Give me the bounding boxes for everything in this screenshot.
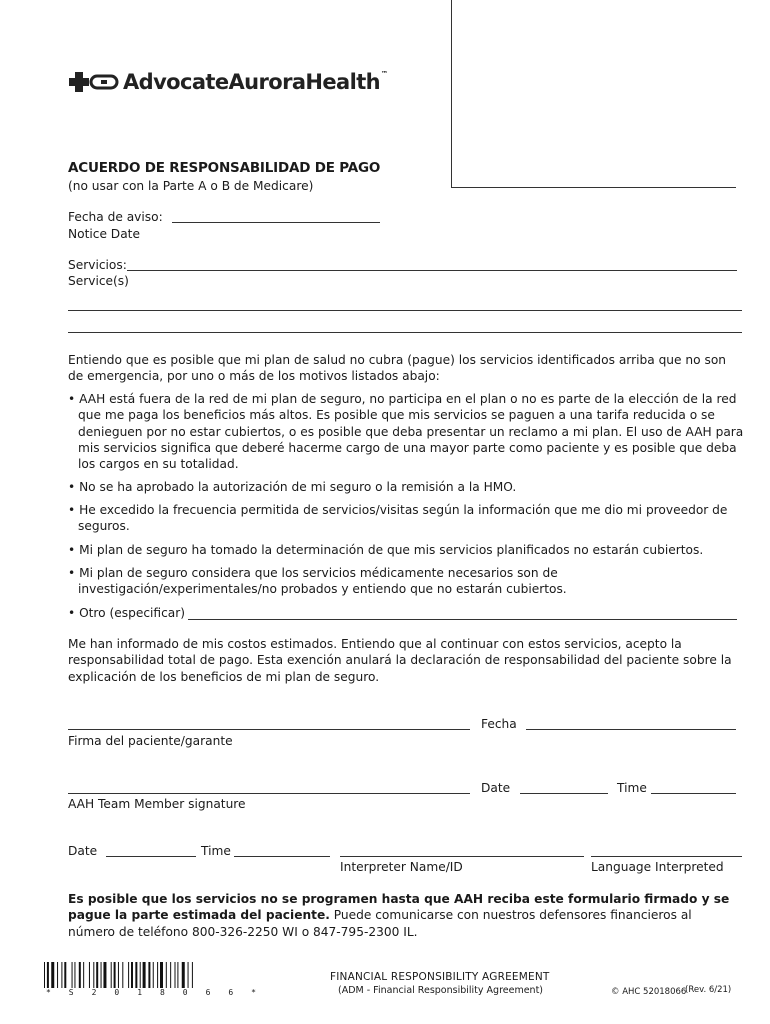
- barcode-digit: 6: [205, 988, 211, 997]
- date2-field[interactable]: [106, 856, 196, 857]
- scheduling-notice: [68, 891, 738, 940]
- barcode-digit: *: [251, 988, 256, 997]
- patient-signature-label: Firma del paciente/garante: [68, 734, 233, 748]
- services-field-line-3[interactable]: [68, 332, 742, 333]
- reason-bullet: • Mi plan de seguro considera que los servicios médicamente necesarios son de investigación/experimentales/no probados y entiendo que no estarán cubiertos.: [68, 566, 567, 597]
- footer-form-subtitle: (ADM - Financial Responsibility Agreement): [338, 985, 544, 996]
- reason-bullet: • No se ha aprobado la autorización de mi seguro o la remisión a la HMO.: [68, 480, 517, 494]
- language-label: Language Interpreted: [591, 860, 724, 874]
- team-signature-label: AAH Team Member signature: [68, 797, 246, 811]
- brand-logo: [68, 70, 387, 94]
- reason-bullet: • AAH está fuera de la red de mi plan de seguro, no participa en el plan o no es parte de la elección de la red que me paga los beneficios más altos. Es posible que mis servicios se paguen a una tarifa reducida o se denieguen por no estar cubiertos, o es posible que deba presentar un reclamo a mi plan. El uso de AAH para mis servicios significa que deberé hacerme cargo de una mayor parte como paciente y es posible que deba los cargos en su totalidad.: [68, 392, 744, 472]
- barcode-digit: 0: [182, 988, 188, 997]
- logo-mark-icon: [68, 70, 120, 94]
- barcode-digit: 1: [137, 988, 143, 997]
- barcode-digit: 8: [159, 988, 165, 997]
- barcode-digit: 2: [91, 988, 97, 997]
- form-title: ACUERDO DE RESPONSABILIDAD DE PAGO: [68, 160, 381, 176]
- form-subtitle: (no usar con la Parte A o B de Medicare): [68, 179, 314, 193]
- language-field[interactable]: [591, 856, 742, 857]
- barcode-digit: 0: [114, 988, 120, 997]
- services-field-line-2[interactable]: [68, 310, 742, 311]
- services-label: Servicios:: [68, 258, 127, 272]
- footer-form-title: FINANCIAL RESPONSIBILITY AGREEMENT: [330, 971, 550, 983]
- barcode-icon: [44, 962, 256, 988]
- notice-date-label: Fecha de aviso:: [68, 210, 163, 224]
- other-reason-field[interactable]: [188, 619, 737, 620]
- date2-label: Date: [68, 844, 98, 858]
- interpreter-field[interactable]: [340, 856, 584, 857]
- scheduling-notice-contact: Puede comunicarse con nuestros defensores financieros al número de teléfono 800-326-2250 WI o 847-795-2300 IL.: [68, 908, 692, 939]
- notice-date-field[interactable]: [172, 222, 380, 223]
- time-field[interactable]: [651, 793, 736, 794]
- footer-revision: (Rev. 6/21): [685, 985, 732, 995]
- time-label: Time: [617, 781, 647, 795]
- patient-signature-field[interactable]: [68, 729, 470, 730]
- date-field[interactable]: [520, 793, 608, 794]
- time2-label: Time: [201, 844, 231, 858]
- fecha-label: Fecha: [481, 717, 517, 731]
- barcode-digits: [46, 988, 256, 997]
- barcode-digit: *: [46, 988, 51, 997]
- time2-field[interactable]: [234, 856, 330, 857]
- notice-date-sublabel: Notice Date: [68, 227, 140, 241]
- fecha-field[interactable]: [526, 729, 736, 730]
- label-area-box: [451, 0, 736, 188]
- footer-form-code: © AHC 52018066: [611, 987, 687, 997]
- other-reason-label: • Otro (especificar): [68, 606, 186, 620]
- date-label: Date: [481, 781, 511, 795]
- services-sublabel: Service(s): [68, 274, 129, 288]
- intro-paragraph: Entiendo que es posible que mi plan de salud no cubra (pague) los servicios identificados arriba que no son de emergencia, por uno o más de los motivos listados abajo:: [68, 353, 726, 384]
- scheduling-notice-bold: Es posible que los servicios no se programen hasta que AAH reciba este formulario firmado y se pague la parte estimada del paciente.: [68, 892, 730, 923]
- reason-bullet: • He excedido la frecuencia permitida de servicios/visitas según la información que me dio mi proveedor de seguros.: [68, 503, 728, 534]
- informed-paragraph: Me han informado de mis costos estimados. Entiendo que al continuar con estos servicios, acepto la responsabilidad total de pago. Esta exención anulará la declaración de responsabilidad del paciente sobre la explicación de los beneficios de mi plan de seguro.: [68, 637, 732, 684]
- interpreter-label: Interpreter Name/ID: [340, 860, 463, 874]
- team-signature-field[interactable]: [68, 793, 470, 794]
- barcode-digit: 6: [228, 988, 234, 997]
- barcode-digit: S: [68, 988, 74, 997]
- brand-name: AdvocateAuroraHealth™: [123, 70, 388, 94]
- reason-bullet: • Mi plan de seguro ha tomado la determinación de que mis servicios planificados no estarán cubiertos.: [68, 543, 704, 557]
- services-field[interactable]: [127, 270, 737, 271]
